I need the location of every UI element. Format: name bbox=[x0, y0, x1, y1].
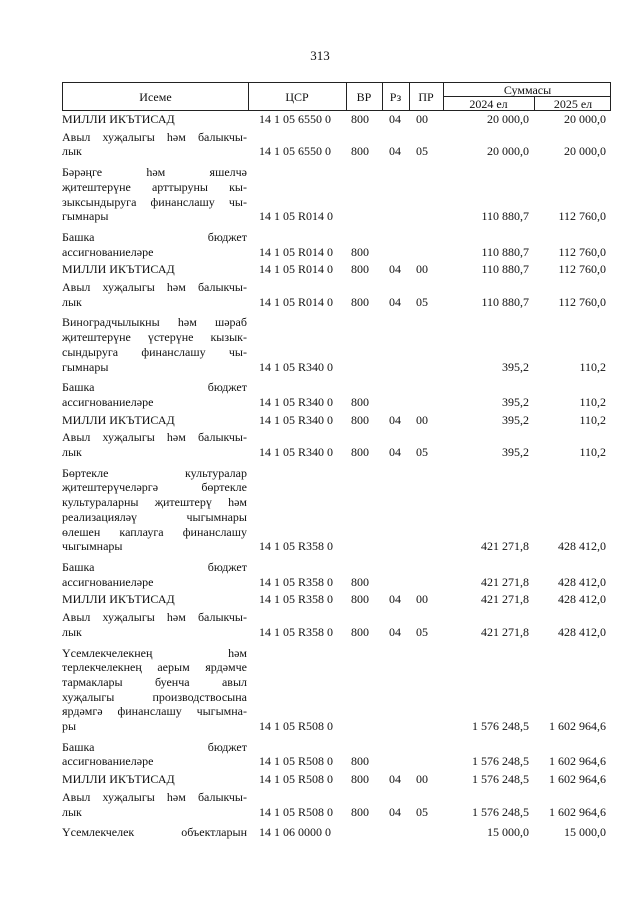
row-rz: 04 bbox=[389, 445, 401, 460]
table-row bbox=[62, 280, 611, 309]
row-name: Үсемлекчелек объектларын bbox=[62, 825, 247, 840]
row-csr: 14 1 05 R358 0 bbox=[259, 574, 334, 589]
table-row bbox=[62, 380, 611, 409]
row-name: МИЛЛИ ИКЪТИСАД bbox=[62, 592, 175, 607]
row-name: Бөртекле культуралар җитештерүчеләргә бөртекле культураларны җитештерү һәм реализацияләү чыгымнары өлешен каплауга финанслашу чыгымнары bbox=[62, 465, 247, 554]
budget-table-body bbox=[62, 112, 611, 843]
row-csr: 14 1 05 6550 0 bbox=[259, 144, 331, 159]
table-row bbox=[62, 646, 611, 734]
table-row bbox=[62, 740, 611, 769]
header-rz: Рз bbox=[389, 90, 402, 104]
row-name: Башка бюджет ассигнованиеләре bbox=[62, 559, 247, 589]
row-pr: 00 bbox=[416, 772, 428, 787]
page-number: 313 bbox=[310, 48, 330, 63]
table-row bbox=[62, 430, 611, 459]
row-pr: 05 bbox=[416, 294, 428, 309]
row-sum-2025: 112 760,0 bbox=[558, 262, 606, 277]
row-sum-2024: 20 000,0 bbox=[487, 144, 529, 159]
row-sum-2025: 112 760,0 bbox=[558, 209, 606, 224]
row-csr: 14 1 05 R508 0 bbox=[259, 772, 334, 787]
table-row bbox=[62, 790, 611, 819]
row-sum-2024: 421 271,8 bbox=[481, 592, 529, 607]
table-row bbox=[62, 413, 611, 428]
row-name: Авыл хуҗалыгы һәм балыкчы- лык bbox=[62, 129, 247, 159]
row-vr: 800 bbox=[351, 804, 369, 819]
row-name: Авыл хуҗалыгы һәм балыкчы- лык bbox=[62, 789, 247, 819]
table-row bbox=[62, 610, 611, 639]
table-row bbox=[62, 825, 611, 840]
row-csr: 14 1 05 R014 0 bbox=[259, 209, 334, 224]
row-vr: 800 bbox=[351, 262, 369, 277]
row-vr: 800 bbox=[351, 592, 369, 607]
row-sum-2024: 110 880,7 bbox=[481, 262, 529, 277]
row-sum-2024: 1 576 248,5 bbox=[472, 754, 529, 769]
row-name: Авыл хуҗалыгы һәм балыкчы- лык bbox=[62, 610, 247, 639]
table-header bbox=[62, 82, 611, 111]
table-row bbox=[62, 315, 611, 374]
row-pr: 00 bbox=[416, 412, 428, 427]
row-sum-2025: 15 000,0 bbox=[564, 825, 606, 840]
row-sum-2024: 421 271,8 bbox=[481, 574, 529, 589]
row-rz: 04 bbox=[389, 412, 401, 427]
row-sum-2025: 20 000,0 bbox=[564, 144, 606, 159]
row-pr: 05 bbox=[416, 804, 428, 819]
row-csr: 14 1 05 R358 0 bbox=[259, 624, 334, 639]
row-sum-2024: 20 000,0 bbox=[487, 112, 529, 126]
row-vr: 800 bbox=[351, 294, 369, 309]
table-row bbox=[62, 560, 611, 589]
row-csr: 14 1 05 R340 0 bbox=[259, 445, 334, 460]
row-vr: 800 bbox=[351, 144, 369, 159]
row-pr: 05 bbox=[416, 144, 428, 159]
row-rz: 04 bbox=[389, 112, 401, 126]
row-sum-2025: 428 412,0 bbox=[558, 539, 606, 554]
row-csr: 14 1 05 R340 0 bbox=[259, 359, 334, 374]
row-name: МИЛЛИ ИКЪТИСАД bbox=[62, 112, 175, 126]
row-pr: 05 bbox=[416, 445, 428, 460]
table-row bbox=[62, 466, 611, 554]
row-sum-2024: 1 576 248,5 bbox=[472, 772, 529, 787]
row-rz: 04 bbox=[389, 144, 401, 159]
row-sum-2024: 395,2 bbox=[502, 445, 529, 460]
row-sum-2025: 110,2 bbox=[579, 412, 606, 427]
row-sum-2024: 1 576 248,5 bbox=[472, 804, 529, 819]
table-row bbox=[62, 112, 611, 127]
row-sum-2025: 1 602 964,6 bbox=[549, 804, 606, 819]
row-pr: 00 bbox=[416, 592, 428, 607]
row-csr: 14 1 05 R340 0 bbox=[259, 412, 334, 427]
table-row bbox=[62, 230, 611, 259]
header-name: Исеме bbox=[139, 90, 172, 104]
row-csr: 14 1 05 R508 0 bbox=[259, 719, 334, 734]
row-csr: 14 1 05 R358 0 bbox=[259, 592, 334, 607]
row-sum-2024: 395,2 bbox=[502, 359, 529, 374]
row-sum-2025: 1 602 964,6 bbox=[549, 719, 606, 734]
row-sum-2024: 395,2 bbox=[502, 412, 529, 427]
row-vr: 800 bbox=[351, 772, 369, 787]
row-sum-2025: 110,2 bbox=[579, 394, 606, 409]
row-name: МИЛЛИ ИКЪТИСАД bbox=[62, 412, 175, 427]
row-vr: 800 bbox=[351, 574, 369, 589]
row-name: Башка бюджет ассигнованиеләре bbox=[62, 739, 247, 769]
row-sum-2025: 20 000,0 bbox=[564, 112, 606, 126]
row-csr: 14 1 05 R340 0 bbox=[259, 394, 334, 409]
row-name: Башка бюджет ассигнованиеләре bbox=[62, 380, 247, 409]
table-row bbox=[62, 592, 611, 607]
row-rz: 04 bbox=[389, 624, 401, 639]
row-vr: 800 bbox=[351, 244, 369, 259]
row-vr: 800 bbox=[351, 754, 369, 769]
row-sum-2025: 112 760,0 bbox=[558, 294, 606, 309]
row-sum-2024: 15 000,0 bbox=[487, 825, 529, 840]
row-sum-2025: 1 602 964,6 bbox=[549, 772, 606, 787]
row-rz: 04 bbox=[389, 262, 401, 277]
row-pr: 00 bbox=[416, 262, 428, 277]
row-csr: 14 1 05 R508 0 bbox=[259, 754, 334, 769]
row-csr: 14 1 06 0000 0 bbox=[259, 825, 331, 840]
row-vr: 800 bbox=[351, 412, 369, 427]
row-pr: 05 bbox=[416, 624, 428, 639]
row-name: Авыл хуҗалыгы һәм балыкчы- лык bbox=[62, 280, 247, 309]
table-row bbox=[62, 772, 611, 787]
row-sum-2024: 421 271,8 bbox=[481, 624, 529, 639]
row-name: Башка бюджет ассигнованиеләре bbox=[62, 229, 247, 259]
header-year-2024: 2024 ел bbox=[469, 97, 508, 111]
table-row bbox=[62, 130, 611, 159]
row-rz: 04 bbox=[389, 294, 401, 309]
row-csr: 14 1 05 R014 0 bbox=[259, 262, 334, 277]
row-vr: 800 bbox=[351, 112, 369, 126]
row-name: Үсемлекчелекнең һәм терлекчелекнең аерым ярдәмче тармаклары буенча авыл хуҗалыгы производствосына ярдәмгә финанслашу чыгымна- ры bbox=[62, 645, 247, 734]
row-csr: 14 1 05 R508 0 bbox=[259, 804, 334, 819]
table-row bbox=[62, 165, 611, 224]
row-name: Бәрәңге һәм яшелчә җитештерүне арттыруны кы- зыксындыруга финанслашу чы- гымнары bbox=[62, 165, 247, 224]
row-csr: 14 1 05 R014 0 bbox=[259, 294, 334, 309]
row-sum-2025: 428 412,0 bbox=[558, 592, 606, 607]
row-name: Авыл хуҗалыгы һәм балыкчы- лык bbox=[62, 430, 247, 460]
row-pr: 00 bbox=[416, 112, 428, 126]
row-rz: 04 bbox=[389, 592, 401, 607]
row-sum-2025: 428 412,0 bbox=[558, 624, 606, 639]
row-name: МИЛЛИ ИКЪТИСАД bbox=[62, 772, 175, 787]
header-year-2025: 2025 ел bbox=[553, 97, 593, 111]
row-sum-2025: 112 760,0 bbox=[558, 244, 606, 259]
row-sum-2024: 110 880,7 bbox=[481, 294, 529, 309]
row-csr: 14 1 05 R014 0 bbox=[259, 244, 334, 259]
header-vr: ВР bbox=[356, 90, 372, 104]
row-csr: 14 1 05 R358 0 bbox=[259, 539, 334, 554]
header-sums: Суммасы bbox=[503, 83, 552, 97]
row-sum-2025: 110,2 bbox=[579, 359, 606, 374]
header-csr: ЦСР bbox=[285, 90, 309, 104]
row-sum-2025: 1 602 964,6 bbox=[549, 754, 606, 769]
row-vr: 800 bbox=[351, 394, 369, 409]
row-rz: 04 bbox=[389, 772, 401, 787]
row-sum-2025: 110,2 bbox=[579, 445, 606, 460]
row-sum-2024: 395,2 bbox=[502, 394, 529, 409]
row-sum-2025: 428 412,0 bbox=[558, 574, 606, 589]
row-name: Виноградчылыкны һәм шәраб җитештерүне үстерүне кызык- сындыруга финанслашу чы- гымнары bbox=[62, 315, 247, 374]
row-sum-2024: 110 880,7 bbox=[481, 209, 529, 224]
table-row bbox=[62, 262, 611, 277]
row-rz: 04 bbox=[389, 804, 401, 819]
row-sum-2024: 421 271,8 bbox=[481, 539, 529, 554]
row-csr: 14 1 05 6550 0 bbox=[259, 112, 331, 126]
row-vr: 800 bbox=[351, 445, 369, 460]
row-sum-2024: 110 880,7 bbox=[481, 244, 529, 259]
header-pr: ПР bbox=[418, 90, 434, 104]
row-name: МИЛЛИ ИКЪТИСАД bbox=[62, 262, 175, 277]
row-sum-2024: 1 576 248,5 bbox=[472, 719, 529, 734]
row-vr: 800 bbox=[351, 624, 369, 639]
